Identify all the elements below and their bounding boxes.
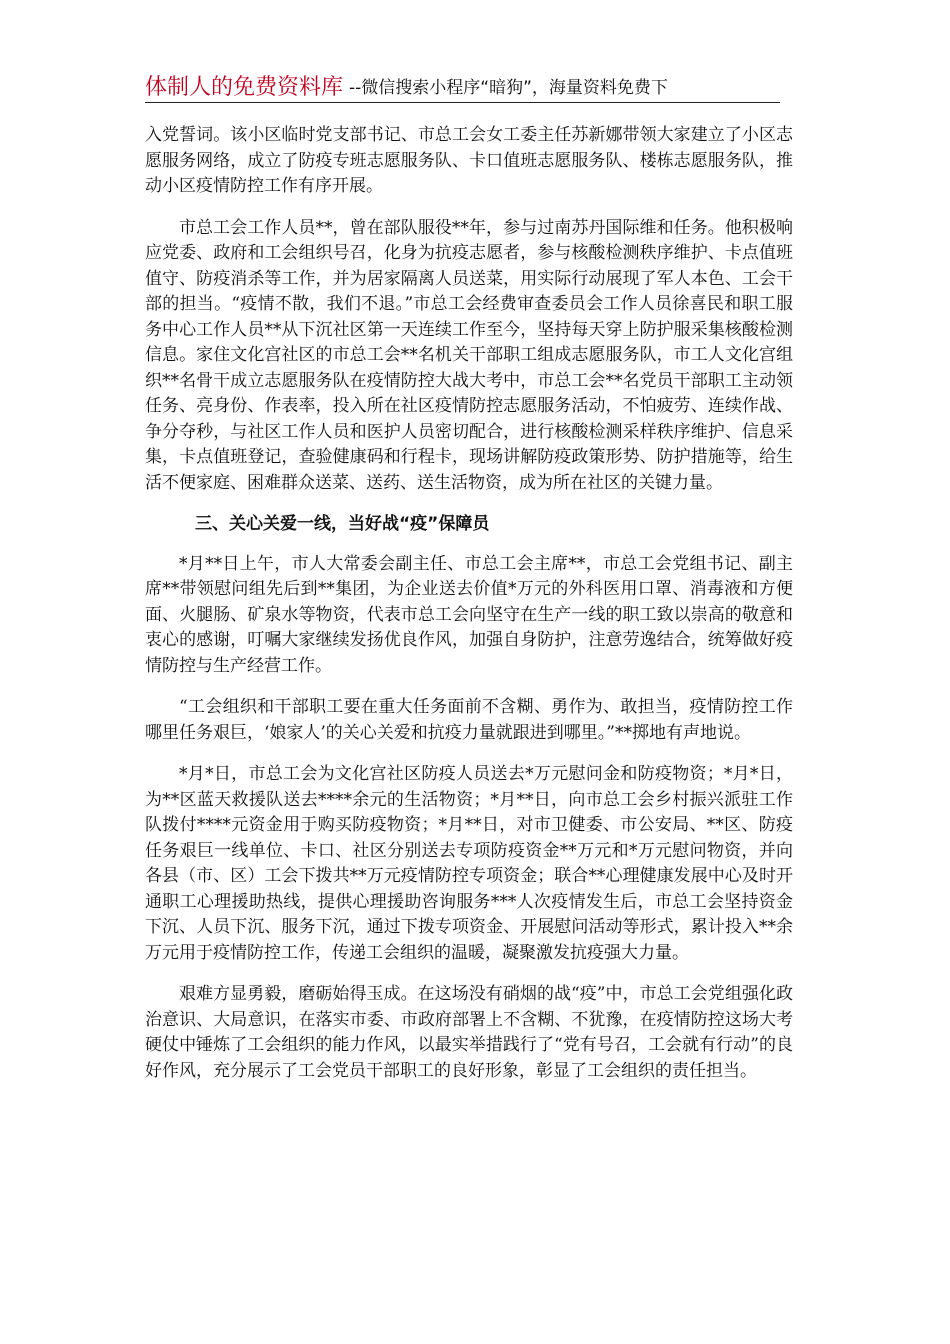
paragraph-4: “工会组织和干部职工要在重大任务面前不含糊、勇作为、敢担当，疫情防控工作哪里任务艰巨，‘娘家人’的关心关爱和抗疫力量就跟进到哪里。”**掷地有声地说。 (145, 697, 793, 743)
header-tagline: --微信搜索小程序“暗狗”，海量资料免费下 (349, 78, 668, 98)
paragraph-3: *月**日上午，市人大常委会副主任、市总工会主席**，市总工会党组书记、副主席**带领慰问组先后到**集团，为企业送去价值*万元的外科医用口罩、消毒液和方便面、火腿肠、矿泉水等物资，代表市总工会向坚守在生产一线的职工致以崇高的敬意和衷心的感谢，叮嘱大家继续发扬优良作风，加强自身防护，注意劳逸结合，统筹做好疫情防控与生产经营工作。 (145, 553, 793, 676)
paragraph-6: 艰难方显勇毅，磨砺始得玉成。在这场没有硝烟的战“疫”中，市总工会党组强化政治意识、大局意识，在落实市委、市政府部署上不含糊、不犹豫，在疫情防控这场大考硬仗中锤炼了工会组织的能力作风，以最实举措践行了“党有号召，工会就有行动”的良好作风，充分展示了工会党员干部职工的良好形象，彰显了工会组织的责任担当。 (145, 984, 793, 1081)
header-brand: 体制人的免费资料库 (145, 75, 344, 100)
paragraph-2: 市总工会工作人员**，曾在部队服役**年，参与过南苏丹国际维和任务。他积极响应党委、政府和工会组织号召，化身为抗疫志愿者，参与核酸检测秩序维护、卡点值班值守、防疫消杀等工作，并为居家隔离人员送菜，用实际行动展现了军人本色、工会干部的担当。“疫情不散，我们不退。”市总工会经费审查委员会工作人员徐喜民和职工服务中心工作人员**从下沉社区第一天连续工作至今，坚持每天穿上防护服采集核酸检测信息。家住文化宫社区的市总工会**名机关干部职工组成志愿服务队，市工人文化宫组织**名骨干成立志愿服务队在疫情防控大战大考中，市总工会**名党员干部职工主动领任务、亮身份、作表率，投入所在社区疫情防控志愿服务活动，不怕疲劳、连续作战、争分夺秒，与社区工作人员和医护人员密切配合，进行核酸检测采样秩序维护、信息采集，卡点值班登记，查验健康码和行程卡，现场讲解防疫政策形势、防护措施等，给生活不便家庭、困难群众送菜、送药、送生活物资，成为所在社区的关键力量。 (145, 217, 793, 493)
section-heading-3: 三、关心关爱一线，当好战“疫”保障员 (195, 514, 490, 534)
paragraph-1: 入党誓词。该小区临时党支部书记、市总工会女工委主任苏新娜带领大家建立了小区志愿服务网络，成立了防疫专班志愿服务队、卡口值班志愿服务队、楼栋志愿服务队，推动小区疫情防控工作有序开展。 (145, 125, 793, 196)
page-header (145, 70, 780, 103)
paragraph-5: *月*日，市总工会为文化宫社区防疫人员送去*万元慰问金和防疫物资；*月*日，为**区蓝天救援队送去****余元的生活物资；*月**日，向市总工会乡村振兴派驻工作队拨付****元资金用于购买防疫物资；*月**日，对市卫健委、市公安局、**区、防疫任务艰巨一线单位、卡口、社区分别送去专项防疫资金**万元和*万元慰问物资，并向各县（市、区）工会下拨共**万元疫情防控专项资金；联合**心理健康发展中心及时开通职工心理援助热线，提供心理援助咨询服务***人次疫情发生后，市总工会坚持资金下沉、人员下沉、服务下沉，通过下拨专项资金、开展慰问活动等形式，累计投入**余万元用于疫情防控工作，传递工会组织的温暖，凝聚激发抗疫强大力量。 (145, 764, 793, 963)
document-body (145, 123, 793, 1100)
